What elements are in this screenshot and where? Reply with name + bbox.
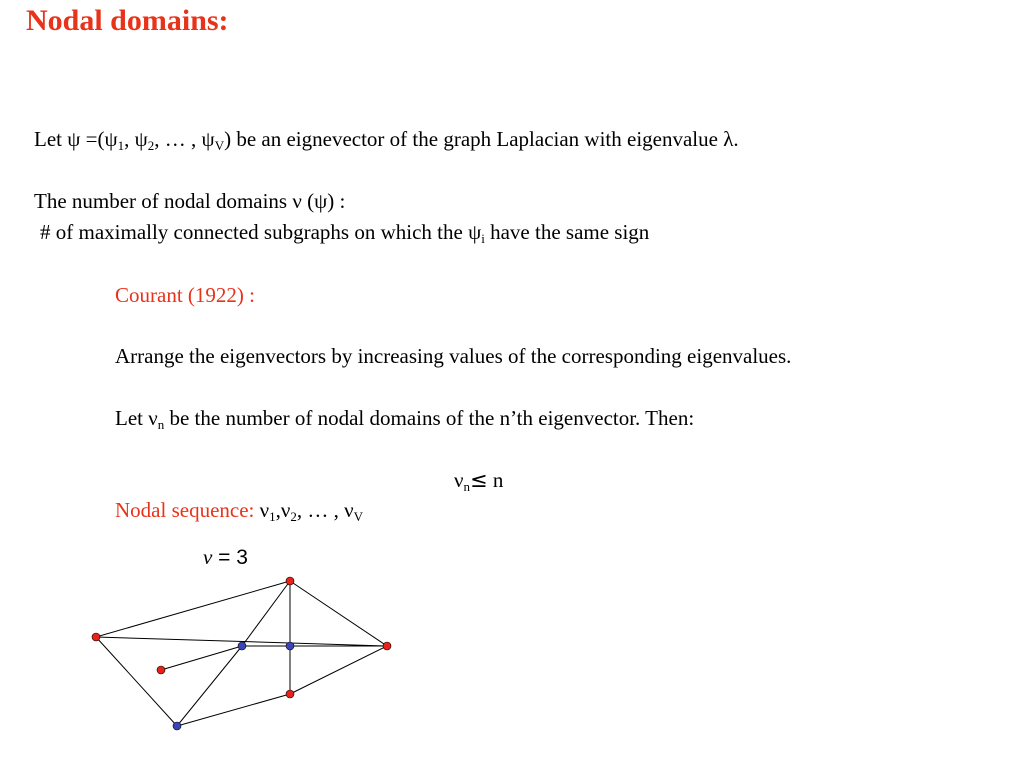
subscript-1: 1: [269, 509, 276, 524]
seq-comma: ,: [275, 498, 281, 522]
psi-symbol: ψ: [104, 127, 118, 151]
leq-symbol: ≤: [470, 468, 488, 492]
psi-symbol: ψ: [134, 127, 148, 151]
subscript-v: V: [353, 509, 364, 524]
graph-vertex-negative-h: [173, 722, 181, 730]
comma: ,: [124, 127, 135, 151]
graph-edge-c-d: [161, 646, 242, 670]
hash-suffix: have the same sign: [484, 220, 650, 244]
nu-symbol: ν: [292, 189, 302, 213]
nu-symbol: ν: [344, 498, 354, 522]
graph-edge-b-h: [96, 637, 177, 726]
courant-heading: Courant (1922) :: [115, 283, 255, 307]
graph-edge-b-a: [96, 581, 290, 637]
let-nu-prefix: Let: [115, 406, 149, 430]
graph-edges: [96, 581, 387, 726]
subscript-1: 1: [117, 138, 125, 153]
lambda-symbol: λ: [723, 127, 734, 151]
graph-vertex-negative-d: [238, 642, 246, 650]
graph-vertex-negative-e: [286, 642, 294, 650]
slide-title: Nodal domains:: [26, 4, 229, 37]
graph-edge-f-g: [290, 646, 387, 694]
nu-symbol: ν: [148, 406, 158, 430]
psi-symbol: ψ: [67, 127, 81, 151]
nu-symbol: ν: [259, 498, 270, 522]
graph-vertex-positive-g: [286, 690, 294, 698]
graph-edge-a-f: [290, 581, 387, 646]
definition-suffix: ) be an eignevector of the graph Laplacian with eigenvalue: [224, 127, 724, 151]
subscript-2: 2: [147, 138, 155, 153]
nu-value: = 3: [212, 546, 248, 569]
psi-symbol: ψ: [468, 220, 482, 244]
graph-edge-d-h: [177, 646, 242, 726]
nu-symbol: ν: [203, 545, 213, 569]
graph-vertex-positive-b: [92, 633, 100, 641]
ellipsis: , … ,: [154, 127, 202, 151]
graph-vertex-positive-c: [157, 666, 165, 674]
n-value: n: [487, 468, 504, 492]
nodal-sequence-label: Nodal sequence:: [115, 498, 260, 522]
subscript-v: V: [214, 138, 225, 153]
nu-symbol: ν: [280, 498, 291, 522]
graph-edge-g-h: [177, 694, 290, 726]
let-nu-suffix: be the number of nodal domains of the n’th eigenvector. Then:: [164, 406, 695, 430]
psi-symbol: ψ: [201, 127, 215, 151]
period: .: [733, 127, 739, 151]
subscript-2: 2: [290, 509, 297, 524]
nodal-number-text: The number of nodal domains: [34, 189, 293, 213]
eq-open: =(: [80, 127, 105, 151]
subscript-n: n: [157, 417, 165, 432]
seq-ellipsis: , … ,: [296, 498, 345, 522]
hash-text: # of maximally connected subgraphs on which the: [40, 220, 469, 244]
nu-symbol: ν: [454, 468, 464, 492]
graph-vertex-positive-a: [286, 577, 294, 585]
let-prefix: Let: [34, 127, 68, 151]
arrange-text: Arrange the eigenvectors by increasing values of the corresponding eigenvalues.: [115, 344, 792, 368]
graph-edge-a-d: [242, 581, 290, 646]
graph-vertices: [92, 577, 391, 730]
subscript-n: n: [463, 479, 470, 494]
graph-vertex-positive-f: [383, 642, 391, 650]
subscript-i: i: [481, 231, 485, 246]
nu-psi: (ψ) :: [301, 189, 346, 213]
